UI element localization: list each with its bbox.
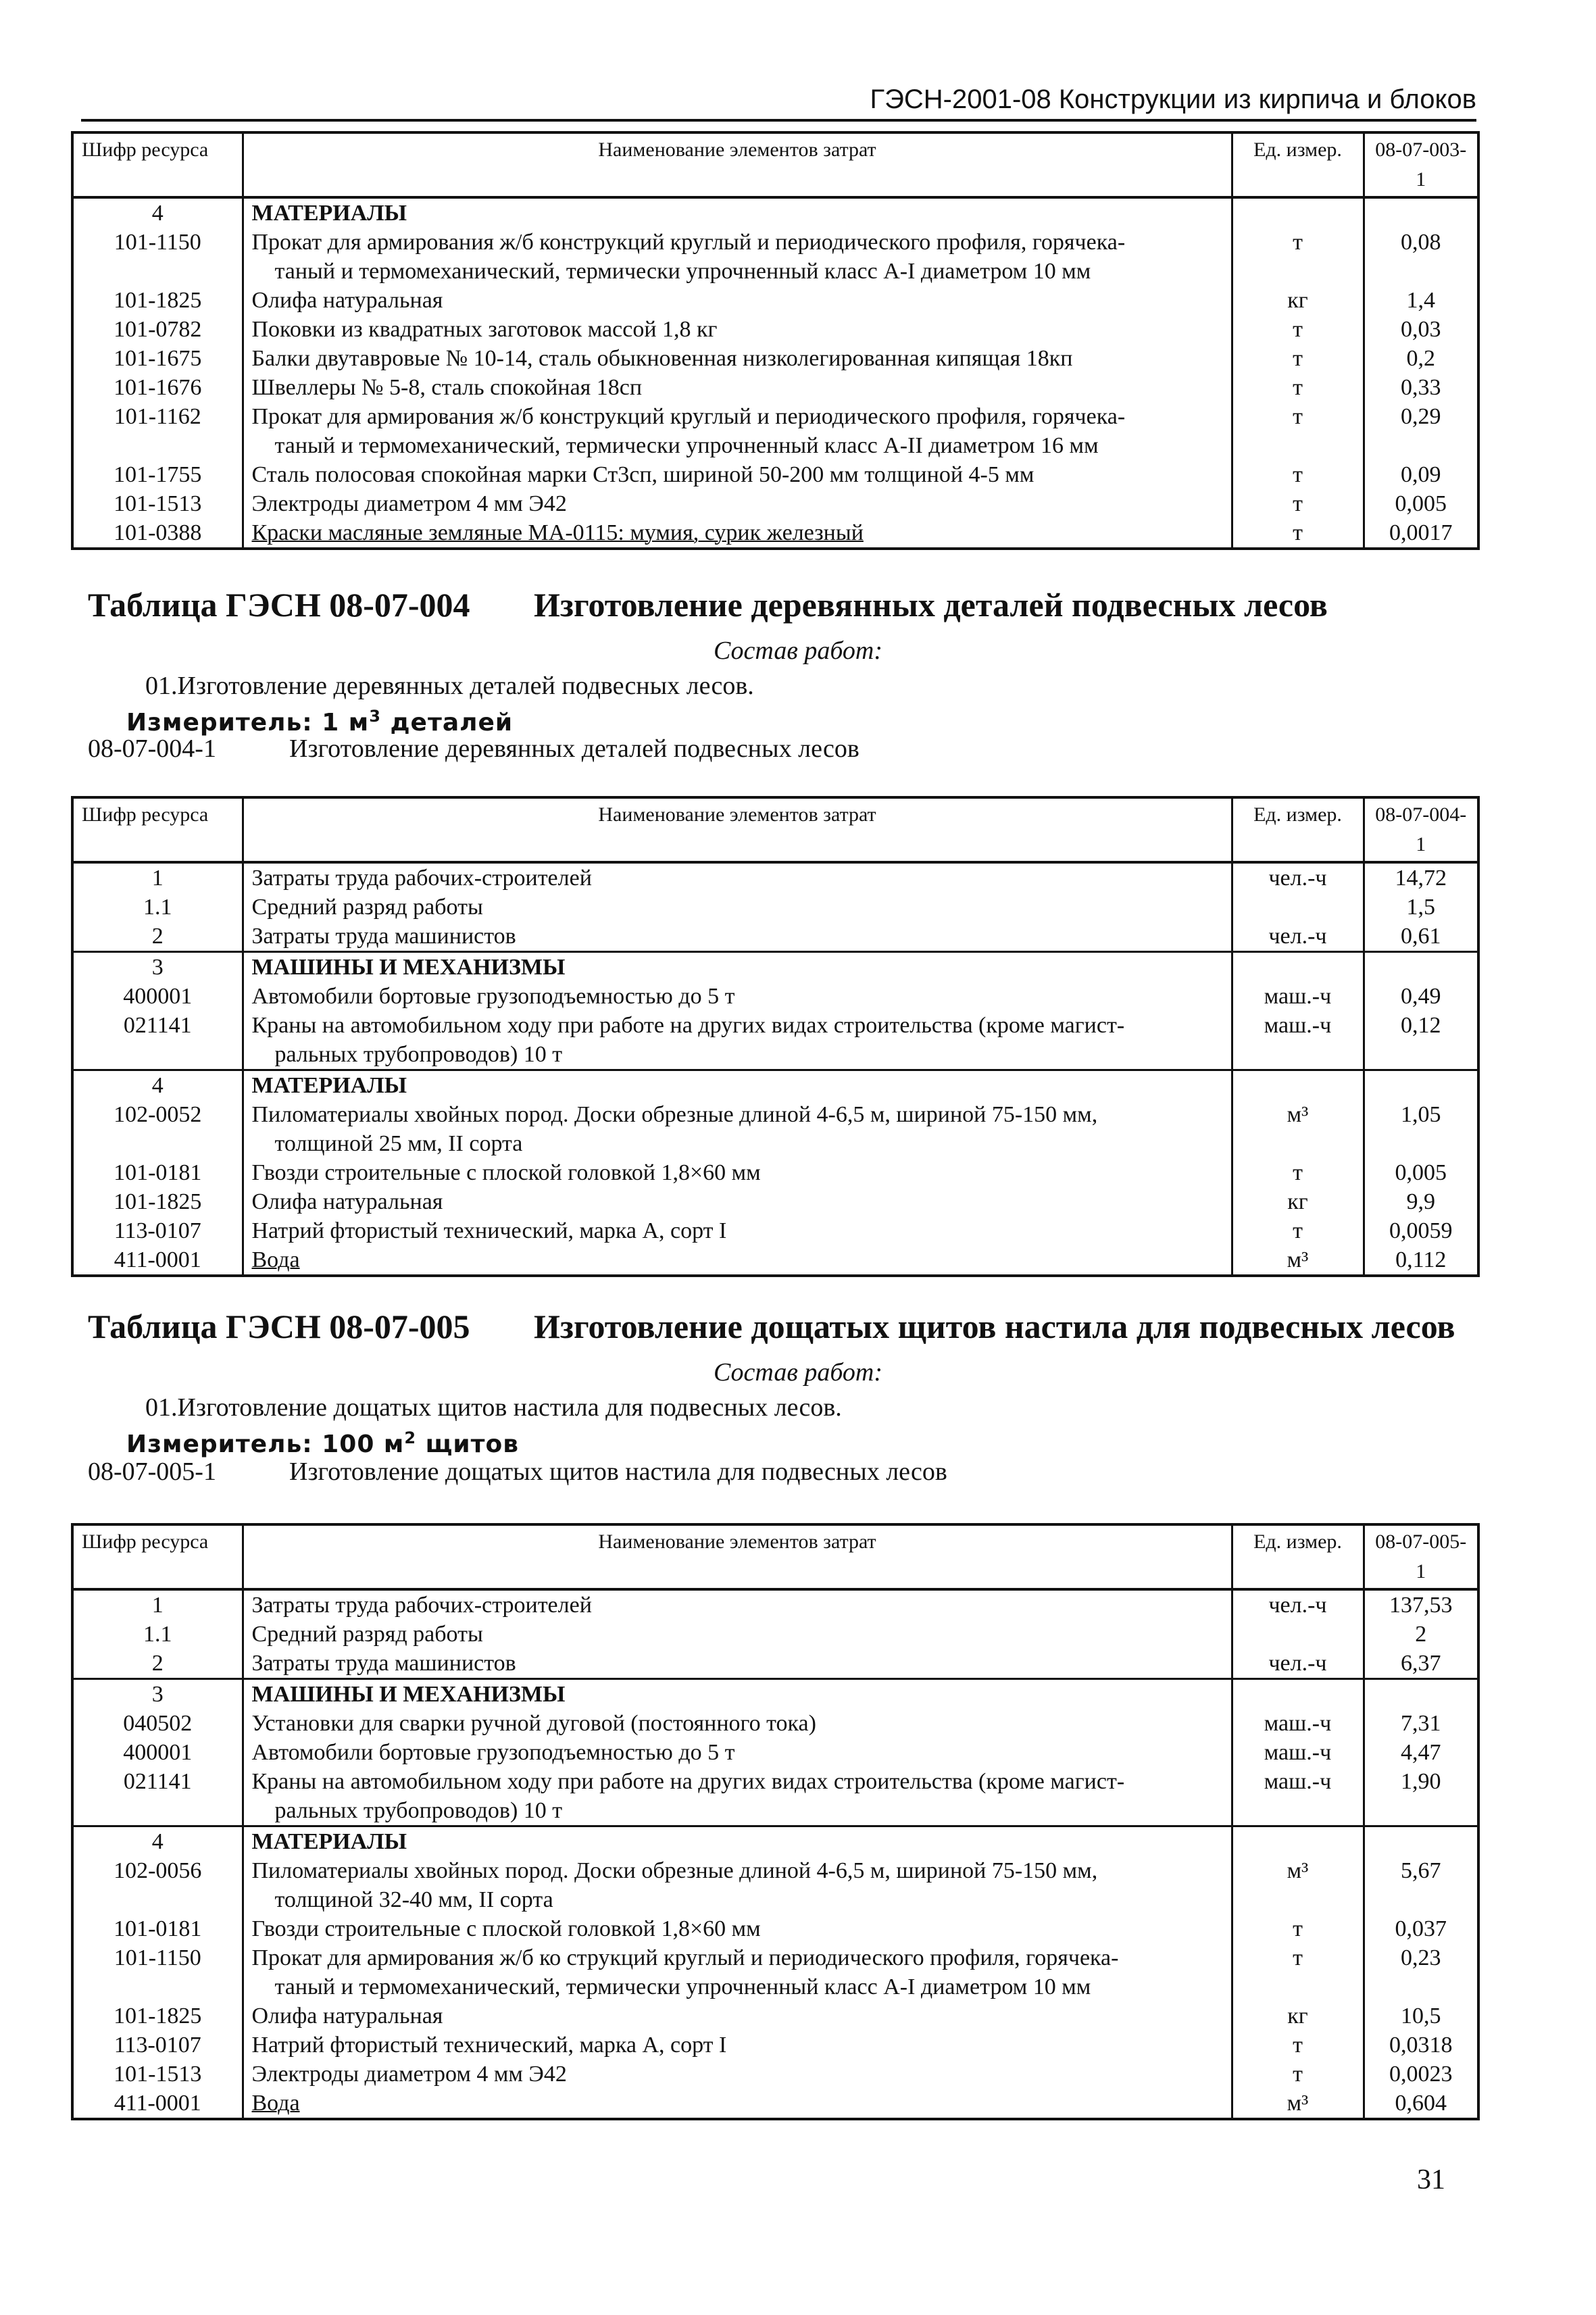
table-row — [72, 402, 1478, 460]
table-08-07-003 — [71, 131, 1480, 550]
norm-value — [1364, 952, 1478, 982]
norm-value: 0,61 — [1364, 922, 1478, 952]
cost-element-name — [243, 1620, 1232, 1649]
cost-element-name — [243, 2001, 1232, 2031]
norm-value: 1,05 — [1364, 1100, 1478, 1158]
table-row — [72, 1100, 1478, 1158]
norm-value: 0,005 — [1364, 1158, 1478, 1187]
table-header-row — [72, 797, 1478, 862]
cost-element-name — [243, 862, 1232, 893]
name-line: Вода — [251, 2091, 300, 2116]
name-line: Затраты труда машинистов — [251, 924, 516, 949]
resource-code: 101-0181 — [72, 1914, 243, 1943]
resource-code: 400001 — [72, 982, 243, 1011]
unit: т — [1232, 2031, 1364, 2060]
norm-value: 0,2 — [1364, 344, 1478, 373]
unit: т — [1232, 228, 1364, 286]
name-line: Электроды диаметром 4 мм Э42 — [251, 491, 567, 516]
resource-code: 101-1513 — [72, 2060, 243, 2089]
unit: т — [1232, 1158, 1364, 1187]
norm-value — [1364, 1826, 1478, 1857]
norm-value: 0,0023 — [1364, 2060, 1478, 2089]
name-line: Автомобили бортовые грузоподъемностью до 5 т — [251, 984, 735, 1009]
norm-value: 0,0318 — [1364, 2031, 1478, 2060]
name-line: Натрий фтористый технический, марка А, сорт I — [251, 2033, 727, 2058]
name-continuation: толщиной 32-40 мм, II сорта — [274, 1887, 553, 1912]
norm-value: 0,12 — [1364, 1011, 1478, 1070]
name-continuation: ральных трубопроводов) 10 т — [274, 1042, 563, 1067]
resource-code: 101-1825 — [72, 286, 243, 315]
resource-code: 102-0056 — [72, 1856, 243, 1914]
resource-code: 101-1676 — [72, 373, 243, 402]
norm-value: 0,604 — [1364, 2089, 1478, 2119]
norm-value — [1364, 1070, 1478, 1101]
unit — [1232, 1679, 1364, 1710]
cost-element-name — [243, 1011, 1232, 1070]
resource-code: 101-0388 — [72, 518, 243, 549]
section-row — [72, 1826, 1478, 1857]
norm-value: 1,5 — [1364, 893, 1478, 922]
name-line: Автомобили бортовые грузоподъемностью до 5 т — [251, 1740, 735, 1765]
norm-value — [1364, 1679, 1478, 1710]
unit — [1232, 1070, 1364, 1101]
unit: т — [1232, 460, 1364, 489]
name-line: Затраты труда рабочих-строителей — [251, 866, 592, 891]
resource-code: 040502 — [72, 1709, 243, 1738]
name-line: Прокат для армирования ж/б ко струкций круглый и периодического профиля, горячека- — [251, 1945, 1119, 1970]
measure-suffix: деталей — [380, 709, 514, 737]
cost-element-name — [243, 922, 1232, 952]
resource-code: 3 — [72, 1679, 243, 1710]
table-row — [72, 344, 1478, 373]
name-line: Затраты труда рабочих-строителей — [251, 1593, 592, 1618]
unit: т — [1232, 315, 1364, 344]
cost-element-name — [243, 1914, 1232, 1943]
unit: маш.-ч — [1232, 1709, 1364, 1738]
norm-title: Изготовление деревянных деталей подвесных лесов — [289, 735, 859, 763]
unit — [1232, 1620, 1364, 1649]
norm-value: 0,0059 — [1364, 1216, 1478, 1245]
page-number: 31 — [1417, 2164, 1445, 2195]
cost-element-name — [243, 1943, 1232, 2001]
name-continuation: таный и термомеханический, термически упрочненный класс А-I диаметром 10 мм — [274, 259, 1091, 284]
measure-exponent: 3 — [369, 707, 381, 726]
section-title — [243, 1826, 1232, 1857]
table-row — [72, 1914, 1478, 1943]
work-item: 01.Изготовление дощатых щитов настила для подвесных лесов. — [145, 1393, 842, 1422]
name-line: Прокат для армирования ж/б конструкций круглый и периодического профиля, горячека- — [251, 404, 1126, 429]
norm-title: Изготовление дощатых щитов настила для подвесных лесов — [289, 1458, 947, 1486]
resource-code: 4 — [72, 1826, 243, 1857]
unit: м³ — [1232, 2089, 1364, 2119]
header-cost-element-name: Наименование элементов затрат — [243, 797, 1232, 862]
name-line: МАТЕРИАЛЫ — [251, 201, 407, 226]
unit — [1232, 952, 1364, 982]
resource-code: 101-1755 — [72, 460, 243, 489]
norm-value: 0,23 — [1364, 1943, 1478, 2001]
table-row — [72, 373, 1478, 402]
unit: маш.-ч — [1232, 982, 1364, 1011]
norm-value: 6,37 — [1364, 1649, 1478, 1679]
norm-line — [88, 1455, 947, 1489]
resource-code: 101-1513 — [72, 489, 243, 518]
table-row — [72, 2060, 1478, 2089]
header-norm-code: 08-07-004-1 — [1364, 797, 1478, 862]
cost-element-name — [243, 402, 1232, 460]
work-item: 01.Изготовление деревянных деталей подвесных лесов. — [145, 672, 754, 700]
section-row — [72, 1070, 1478, 1101]
resource-code: 113-0107 — [72, 2031, 243, 2060]
norm-value: 7,31 — [1364, 1709, 1478, 1738]
cost-element-name — [243, 1856, 1232, 1914]
name-line: Олифа натуральная — [251, 1189, 443, 1214]
norm-line — [88, 732, 859, 766]
table-row — [72, 1856, 1478, 1914]
measure-exponent: 2 — [404, 1428, 417, 1447]
table-row — [72, 286, 1478, 315]
resource-code: 101-0782 — [72, 315, 243, 344]
table-row — [72, 1158, 1478, 1187]
unit: т — [1232, 1216, 1364, 1245]
norm-value: 1,4 — [1364, 286, 1478, 315]
norm-value: 0,33 — [1364, 373, 1478, 402]
table-row — [72, 315, 1478, 344]
norm-value: 0,0017 — [1364, 518, 1478, 549]
unit: м³ — [1232, 1245, 1364, 1276]
norm-value: 0,29 — [1364, 402, 1478, 460]
table-row — [72, 1709, 1478, 1738]
unit: кг — [1232, 1187, 1364, 1216]
unit: т — [1232, 402, 1364, 460]
name-line: Установки для сварки ручной дуговой (постоянного тока) — [251, 1711, 816, 1736]
name-continuation: толщиной 25 мм, II сорта — [274, 1131, 523, 1156]
resource-code: 101-1150 — [72, 1943, 243, 2001]
resource-code: 113-0107 — [72, 1216, 243, 1245]
table-row — [72, 1589, 1478, 1620]
name-line: МАТЕРИАЛЫ — [251, 1829, 407, 1854]
resource-code: 101-0181 — [72, 1158, 243, 1187]
unit: маш.-ч — [1232, 1011, 1364, 1070]
unit — [1232, 893, 1364, 922]
table-number: Таблица ГЭСН 08-07-005 — [88, 1308, 470, 1345]
measure-prefix: Измеритель: 1 м — [126, 709, 370, 737]
name-line: Сталь полосовая спокойная марки Ст3сп, шириной 50-200 мм толщиной 4-5 мм — [251, 462, 1034, 487]
name-line: Гвозди строительные с плоской головкой 1,8×60 мм — [251, 1916, 761, 1941]
norm-value: 10,5 — [1364, 2001, 1478, 2031]
name-line: Поковки из квадратных заготовок массой 1,8 кг — [251, 317, 718, 342]
name-line: Краски масляные земляные МА-0115: мумия, сурик железный — [251, 520, 864, 545]
unit: чел.-ч — [1232, 922, 1364, 952]
name-line: Олифа натуральная — [251, 288, 443, 313]
cost-element-name — [243, 2031, 1232, 2060]
cost-table — [71, 796, 1480, 1277]
name-line: Балки двутавровые № 10-14, сталь обыкновенная низколегированная кипящая 18кп — [251, 346, 1073, 371]
name-line: Вода — [251, 1247, 300, 1272]
name-line: Пиломатериалы хвойных пород. Доски обрезные длиной 4-6,5 м, шириной 75-150 мм, — [251, 1102, 1098, 1127]
resource-code: 4 — [72, 197, 243, 228]
unit: кг — [1232, 286, 1364, 315]
header-resource-code: Шифр ресурса — [72, 1524, 243, 1589]
cost-element-name — [243, 1187, 1232, 1216]
name-line: Краны на автомобильном ходу при работе на других видах строительства (кроме магист- — [251, 1013, 1125, 1038]
cost-element-name — [243, 518, 1232, 549]
table-header-row — [72, 1524, 1478, 1589]
cost-element-name — [243, 373, 1232, 402]
cost-element-name — [243, 460, 1232, 489]
resource-code: 101-1150 — [72, 228, 243, 286]
unit: т — [1232, 344, 1364, 373]
table-row — [72, 228, 1478, 286]
header-resource-code: Шифр ресурса — [72, 797, 243, 862]
cost-element-name — [243, 1709, 1232, 1738]
work-composition-heading: Состав работ: — [713, 1358, 883, 1387]
name-continuation: ральных трубопроводов) 10 т — [274, 1798, 563, 1823]
table-row — [72, 862, 1478, 893]
name-line: Прокат для армирования ж/б конструкций круглый и периодического профиля, горячека- — [251, 230, 1126, 255]
table-row — [72, 1620, 1478, 1649]
name-line: Средний разряд работы — [251, 895, 483, 920]
resource-code: 101-1825 — [72, 2001, 243, 2031]
measure-suffix: щитов — [416, 1430, 519, 1458]
table-row — [72, 2031, 1478, 2060]
table-08-07-004 — [71, 796, 1480, 1277]
table-row — [72, 982, 1478, 1011]
header-norm-code: 08-07-005-1 — [1364, 1524, 1478, 1589]
cost-element-name — [243, 2060, 1232, 2089]
table-row — [72, 893, 1478, 922]
unit: чел.-ч — [1232, 862, 1364, 893]
cost-element-name — [243, 1767, 1232, 1826]
table-row — [72, 1245, 1478, 1276]
table-header-row — [72, 132, 1478, 197]
section-title — [243, 1070, 1232, 1101]
resource-code: 1.1 — [72, 893, 243, 922]
unit — [1232, 197, 1364, 228]
norm-value: 0,09 — [1364, 460, 1478, 489]
cost-table — [71, 1523, 1480, 2120]
norm-value: 0,03 — [1364, 315, 1478, 344]
unit: маш.-ч — [1232, 1738, 1364, 1767]
name-line: МАТЕРИАЛЫ — [251, 1073, 407, 1098]
running-header: ГЭСН-2001-08 Конструкции из кирпича и блоков — [81, 80, 1476, 122]
cost-table — [71, 131, 1480, 550]
resource-code: 021141 — [72, 1767, 243, 1826]
name-line: Пиломатериалы хвойных пород. Доски обрезные длиной 4-6,5 м, шириной 75-150 мм, — [251, 1858, 1098, 1883]
cost-element-name — [243, 982, 1232, 1011]
table-row — [72, 2089, 1478, 2119]
resource-code: 4 — [72, 1070, 243, 1101]
resource-code: 2 — [72, 1649, 243, 1679]
norm-value: 4,47 — [1364, 1738, 1478, 1767]
name-continuation: таный и термомеханический, термически упрочненный класс А-I диаметром 10 мм — [274, 1974, 1091, 1999]
norm-value — [1364, 197, 1478, 228]
name-line: МАШИНЫ И МЕХАНИЗМЫ — [251, 955, 566, 980]
unit: т — [1232, 373, 1364, 402]
table-row — [72, 1011, 1478, 1070]
resource-code: 102-0052 — [72, 1100, 243, 1158]
norm-value: 1,90 — [1364, 1767, 1478, 1826]
table-row — [72, 1738, 1478, 1767]
name-line: Электроды диаметром 4 мм Э42 — [251, 2062, 567, 2087]
resource-code: 021141 — [72, 1011, 243, 1070]
cost-element-name — [243, 489, 1232, 518]
resource-code: 411-0001 — [72, 1245, 243, 1276]
table-title-08-07-004 — [88, 582, 1507, 627]
name-line: МАШИНЫ И МЕХАНИЗМЫ — [251, 1682, 566, 1707]
table-row — [72, 2001, 1478, 2031]
table-row — [72, 1767, 1478, 1826]
section-title — [243, 952, 1232, 982]
cost-element-name — [243, 1738, 1232, 1767]
name-line: Гвозди строительные с плоской головкой 1,8×60 мм — [251, 1160, 761, 1185]
resource-code: 2 — [72, 922, 243, 952]
name-continuation: таный и термомеханический, термически упрочненный класс А-II диаметром 16 мм — [274, 433, 1099, 458]
cost-element-name — [243, 1158, 1232, 1187]
section-row — [72, 952, 1478, 982]
norm-code: 08-07-005-1 — [88, 1458, 216, 1486]
cost-element-name — [243, 2089, 1232, 2119]
norm-value: 14,72 — [1364, 862, 1478, 893]
cost-element-name — [243, 1100, 1232, 1158]
resource-code: 411-0001 — [72, 2089, 243, 2119]
norm-value: 0,49 — [1364, 982, 1478, 1011]
table-title-text: Изготовление деревянных деталей подвесных лесов — [534, 586, 1328, 624]
resource-code: 1 — [72, 862, 243, 893]
resource-code: 3 — [72, 952, 243, 982]
resource-code: 400001 — [72, 1738, 243, 1767]
header-norm-code: 08-07-003-1 — [1364, 132, 1478, 197]
table-row — [72, 518, 1478, 549]
unit: м³ — [1232, 1100, 1364, 1158]
norm-value: 0,037 — [1364, 1914, 1478, 1943]
header-unit: Ед. измер. — [1232, 797, 1364, 862]
resource-code: 1.1 — [72, 1620, 243, 1649]
unit: т — [1232, 2060, 1364, 2089]
unit: т — [1232, 1914, 1364, 1943]
table-row — [72, 1649, 1478, 1679]
unit: т — [1232, 489, 1364, 518]
unit: т — [1232, 518, 1364, 549]
resource-code: 1 — [72, 1589, 243, 1620]
table-row — [72, 922, 1478, 952]
unit — [1232, 1826, 1364, 1857]
unit: м³ — [1232, 1856, 1364, 1914]
resource-code: 101-1825 — [72, 1187, 243, 1216]
table-row — [72, 1216, 1478, 1245]
table-row — [72, 460, 1478, 489]
table-title-08-07-005 — [88, 1304, 1507, 1349]
section-row — [72, 197, 1478, 228]
name-line: Натрий фтористый технический, марка А, сорт I — [251, 1218, 727, 1243]
norm-value: 0,005 — [1364, 489, 1478, 518]
header-cost-element-name: Наименование элементов затрат — [243, 132, 1232, 197]
norm-value: 137,53 — [1364, 1589, 1478, 1620]
measure-prefix: Измеритель: 100 м — [126, 1430, 405, 1458]
cost-element-name — [243, 1589, 1232, 1620]
name-line: Затраты труда машинистов — [251, 1651, 516, 1676]
section-title — [243, 197, 1232, 228]
cost-element-name — [243, 344, 1232, 373]
cost-element-name — [243, 1245, 1232, 1276]
section-row — [72, 1679, 1478, 1710]
cost-element-name — [243, 286, 1232, 315]
norm-value: 9,9 — [1364, 1187, 1478, 1216]
resource-code: 101-1162 — [72, 402, 243, 460]
cost-element-name — [243, 1649, 1232, 1679]
name-line: Олифа натуральная — [251, 2003, 443, 2028]
unit: чел.-ч — [1232, 1589, 1364, 1620]
name-line: Швеллеры № 5-8, сталь спокойная 18сп — [251, 375, 643, 400]
table-row — [72, 1187, 1478, 1216]
resource-code: 101-1675 — [72, 344, 243, 373]
cost-element-name — [243, 228, 1232, 286]
cost-element-name — [243, 315, 1232, 344]
header-unit: Ед. измер. — [1232, 1524, 1364, 1589]
cost-element-name — [243, 893, 1232, 922]
cost-element-name — [243, 1216, 1232, 1245]
name-line: Средний разряд работы — [251, 1622, 483, 1647]
table-title-text: Изготовление дощатых щитов настила для подвесных лесов — [534, 1308, 1455, 1345]
table-row — [72, 489, 1478, 518]
norm-code: 08-07-004-1 — [88, 735, 216, 763]
work-composition-heading: Состав работ: — [713, 637, 883, 665]
unit: чел.-ч — [1232, 1649, 1364, 1679]
header-resource-code: Шифр ресурса — [72, 132, 243, 197]
norm-value: 5,67 — [1364, 1856, 1478, 1914]
norm-value: 2 — [1364, 1620, 1478, 1649]
norm-value: 0,08 — [1364, 228, 1478, 286]
unit: маш.-ч — [1232, 1767, 1364, 1826]
header-cost-element-name: Наименование элементов затрат — [243, 1524, 1232, 1589]
unit: т — [1232, 1943, 1364, 2001]
table-number: Таблица ГЭСН 08-07-004 — [88, 586, 470, 624]
table-08-07-005 — [71, 1523, 1480, 2120]
name-line: Краны на автомобильном ходу при работе на других видах строительства (кроме магист- — [251, 1769, 1125, 1794]
norm-value: 0,112 — [1364, 1245, 1478, 1276]
unit: кг — [1232, 2001, 1364, 2031]
section-title — [243, 1679, 1232, 1710]
table-row — [72, 1943, 1478, 2001]
header-unit: Ед. измер. — [1232, 132, 1364, 197]
